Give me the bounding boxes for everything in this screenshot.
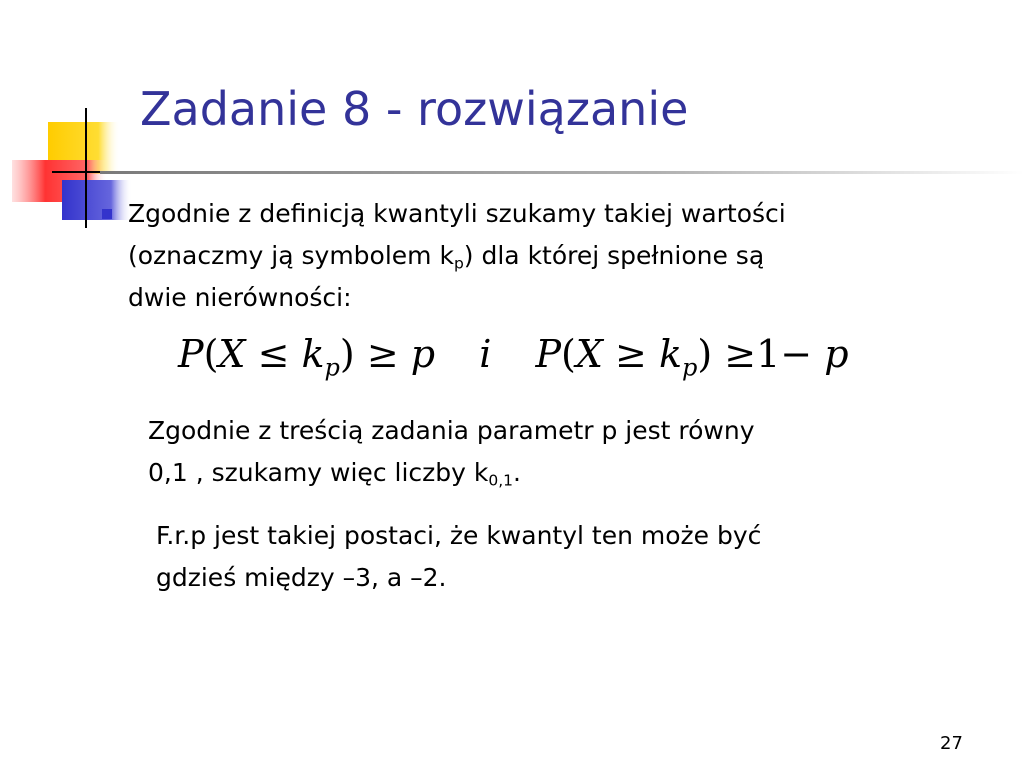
formula-right-open: (	[561, 332, 576, 376]
formula-left-ge: ≥	[366, 332, 399, 376]
formula-left-P: P	[178, 332, 204, 376]
definition-line-3: dwie nierówności:	[128, 283, 352, 312]
formula-conjunction: i	[479, 332, 492, 376]
formula-right-one: 1	[756, 332, 781, 376]
symbol-subscript: p	[453, 254, 464, 273]
formula-right-close: )	[697, 332, 713, 376]
formula-right-p: p	[824, 332, 849, 376]
parameter-line-2	[148, 452, 755, 494]
formula-left-k: k	[301, 332, 325, 376]
title-underline	[100, 171, 1024, 174]
cdf-line-2: gdzieś między –3, a –2.	[156, 563, 447, 592]
quantile-inequalities-formula	[178, 332, 849, 382]
formula-right-rel: ≥	[615, 332, 647, 376]
parameter-paragraph	[148, 410, 755, 494]
definition-line-1: Zgodnie z definicją kwantyli szukamy takiej wartości	[128, 199, 786, 228]
cdf-line-1: F.r.p jest takiej postaci, że kwantyl ten może być	[156, 521, 762, 550]
formula-left-X: X	[218, 332, 246, 376]
decorative-logo	[0, 0, 140, 230]
formula-left-sub: p	[324, 353, 340, 382]
deco-blue-square	[62, 180, 132, 220]
parameter-line-1: Zgodnie z treścią zadania parametr p jest równy	[148, 416, 755, 445]
formula-right-k: k	[658, 332, 682, 376]
definition-line-2	[128, 235, 786, 277]
formula-right-P: P	[535, 332, 562, 376]
definition-paragraph	[128, 193, 786, 319]
definition-line-2-start: (oznaczmy ją symbolem k	[128, 241, 454, 270]
bullet-square	[102, 209, 112, 219]
formula-right-ge: ≥	[724, 332, 757, 376]
formula-left-p: p	[410, 332, 436, 376]
page-number: 27	[940, 733, 963, 754]
formula-right-minus: −	[780, 332, 813, 376]
definition-line-2-end: ) dla której spełnione są	[463, 241, 765, 270]
formula-left-close: )	[339, 332, 355, 376]
parameter-line-2-end: .	[513, 458, 521, 487]
parameter-line-2-start: 0,1 , szukamy więc liczby k	[148, 458, 489, 487]
cdf-paragraph	[156, 515, 761, 599]
quantile-subscript: 0,1	[488, 471, 514, 490]
formula-left-open: (	[203, 332, 219, 376]
slide-title: Zadanie 8 - rozwiązanie	[140, 82, 689, 136]
formula-left-rel: ≤	[257, 332, 290, 376]
formula-right-X: X	[575, 332, 603, 376]
formula-right-sub: p	[681, 353, 698, 382]
